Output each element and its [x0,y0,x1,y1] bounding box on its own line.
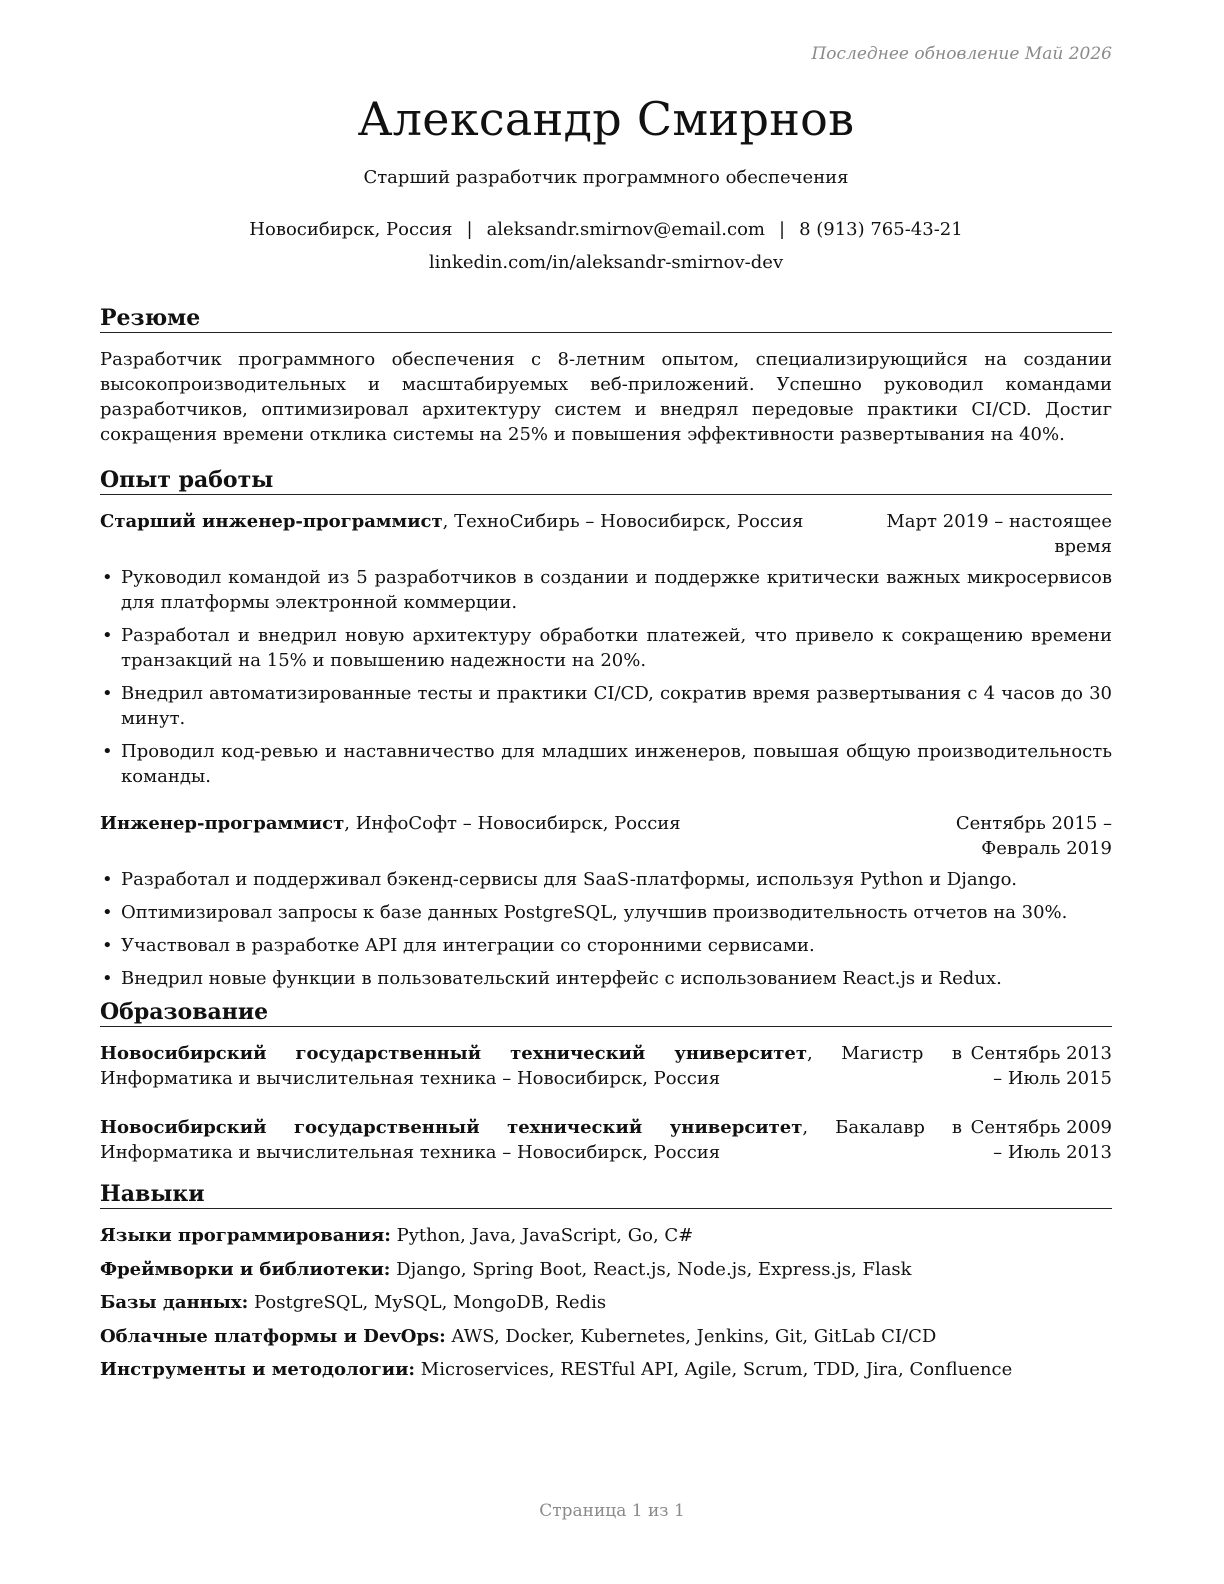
section-heading-education: Образование [100,999,1112,1027]
education-section [100,999,1112,1165]
skill-row [100,1324,1112,1349]
skill-value: PostgreSQL, MySQL, MongoDB, Redis [248,1292,607,1313]
skill-row [100,1257,1112,1282]
skill-row [100,1290,1112,1315]
section-heading-experience: Опыт работы [100,467,1112,495]
list-item: • Внедрил новые функции в пользовательский интерфейс с использованием React.js и Redux. [100,966,1112,991]
skill-row [100,1223,1112,1248]
job-role: Инженер-программист [100,813,345,834]
skill-value: Python, Java, JavaScript, Go, C# [390,1225,694,1246]
job-dates: Сентябрь 2015 – Февраль 2019 [955,813,1112,859]
list-item: • Участвовал в разработке API для интеграции со сторонними сервисами. [100,933,1112,958]
contact-separator: | [778,219,786,240]
contact-line [100,218,1112,242]
skill-value: Microservices, RESTful API, Agile, Scrum, TDD, Jira, Confluence [415,1359,1013,1380]
contact-separator: | [466,219,473,240]
experience-section [100,467,1112,991]
phone-text: 8 (913) 765-43-21 [799,219,963,240]
job-header [100,811,1112,861]
skill-label: Языки программирования: [100,1225,391,1246]
job-entry [100,811,1112,991]
skill-label: Облачные платформы и DevOps: [100,1325,446,1347]
resume-content [100,305,1112,1402]
page-number: Страница 1 из 1 [539,1501,685,1521]
job-header [100,509,1112,559]
job-dates: Март 2019 – настоящее время [886,511,1112,557]
education-entry [100,1041,1112,1091]
list-item: • Оптимизировал запросы к базе данных PostgreSQL, улучшив производительность отчетов на 30%. [100,900,1112,925]
skill-label: Фреймворки и библиотеки: [100,1258,391,1280]
last-updated-note: Последнее обновление Май 2026 [811,44,1112,64]
candidate-title: Старший разработчик программного обеспечения [363,167,849,188]
linkedin-link[interactable]: linkedin.com/in/aleksandr-smirnov-dev [428,252,784,273]
job-company: , ИнфоСофт – Новосибирск, Россия [344,813,681,834]
school-name: Новосибирский государственный технический университет [100,1117,803,1138]
resume-header [100,88,1112,275]
school-name: Новосибирский государственный технический университет [100,1043,807,1064]
job-bullets [100,565,1112,789]
skill-value: AWS, Docker, Kubernetes, Jenkins, Git, GitLab CI/CD [445,1325,937,1347]
list-item: • Проводил код-ревью и наставничество для младших инженеров, повышая общую производительность команды. [100,739,1112,789]
summary-text: Разработчик программного обеспечения с 8-летним опытом, специализирующийся на создании высокопроизводительных и масштабируемых веб-приложений. Успешно руководил командами разработчиков, оптимизировал архитектуру систем и внедрял передовые практики CI/CD. Достиг сокращения времени отклика системы на 25% и повышения эффективности развертывания на 40%. [100,349,1112,445]
list-item: • Разработал и поддерживал бэкенд-сервисы для SaaS-платформы, используя Python и Django. [100,867,1112,892]
education-dates: Сентябрь 2009 – Июль 2013 [970,1117,1112,1163]
section-heading-skills: Навыки [100,1181,1112,1209]
location-text: Новосибирск, Россия [249,219,453,240]
email-link[interactable]: aleksandr.smirnov@email.com [486,219,765,240]
degree-details: , Бакалавр в Информатика и вычислительная техника – Новосибирск, Россия [100,1117,963,1163]
education-dates: Сентябрь 2013 – Июль 2015 [970,1043,1112,1089]
job-bullets [100,867,1112,991]
list-item: • Руководил командой из 5 разработчиков в создании и поддержке критически важных микросервисов для платформы электронной коммерции. [100,565,1112,615]
job-entry [100,509,1112,789]
skill-label: Базы данных: [100,1292,249,1313]
education-entry [100,1115,1112,1165]
job-role: Старший инженер-программист [100,511,443,532]
skill-value: Django, Spring Boot, React.js, Node.js, Express.js, Flask [390,1258,912,1280]
job-company: , ТехноСибирь – Новосибирск, Россия [442,511,804,532]
skill-label: Инструменты и методологии: [100,1359,416,1380]
degree-details: , Магистр в Информатика и вычислительная техника – Новосибирск, Россия [100,1043,962,1089]
section-heading-summary: Резюме [100,305,1112,333]
skill-row [100,1357,1112,1382]
summary-section [100,305,1112,447]
list-item: • Разработал и внедрил новую архитектуру обработки платежей, что привело к сокращению времени транзакций на 15% и повышению надежности на 20%. [100,623,1112,673]
list-item: • Внедрил автоматизированные тесты и практики CI/CD, сократив время развертывания с 4 часов до 30 минут. [100,681,1112,731]
skills-section [100,1181,1112,1382]
candidate-name: Александр Смирнов [357,92,855,146]
